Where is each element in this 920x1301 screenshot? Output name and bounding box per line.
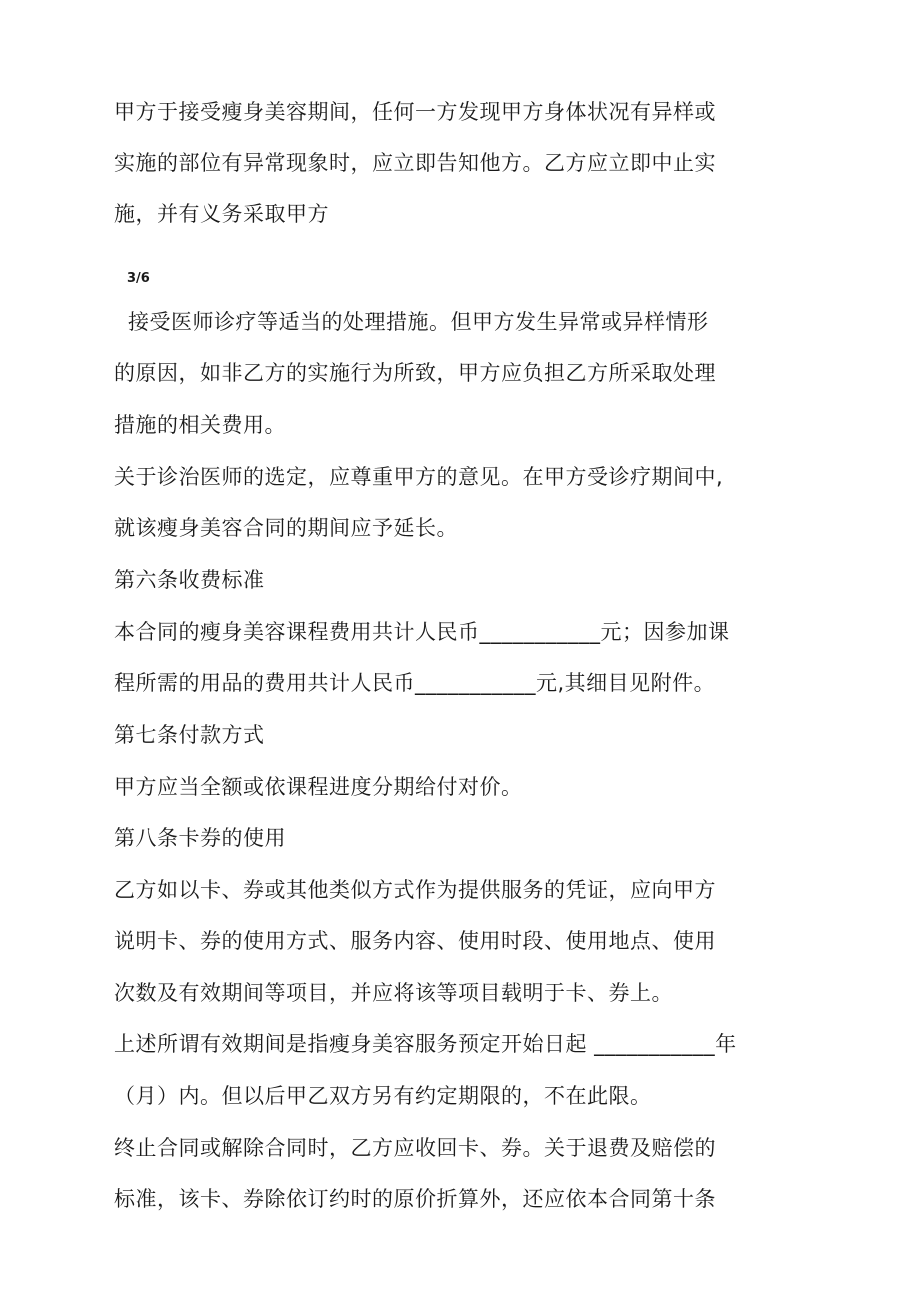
text-line: 的原因，如非乙方的实施行为所致，甲方应负担乙方所采取处理 [114, 361, 716, 385]
text-line: 程所需的用品的费用共计人民币___________元,其细目见附件。 [114, 671, 716, 695]
text-line: 实施的部位有异常现象时，应立即告知他方。乙方应立即中止实 [114, 151, 716, 175]
page-number: 3/6 [127, 271, 150, 286]
text-line: 施，并有义务采取甲方 [114, 202, 329, 226]
text-line: 关于诊治医师的选定，应尊重甲方的意见。在甲方受诊疗期间中, [114, 465, 724, 489]
section-heading: 第八条卡券的使用 [114, 826, 286, 850]
text-line: 甲方应当全额或依课程进度分期给付对价。 [114, 775, 523, 799]
text-line: 标准，该卡、券除依订约时的原价折算外，还应依本合同第十条 [114, 1187, 716, 1211]
section-heading: 第七条付款方式 [114, 723, 265, 747]
section-heading: 第六条收费标准 [114, 568, 265, 592]
text-line: 本合同的瘦身美容课程费用共计人民币___________元；因参加课 [114, 620, 730, 644]
text-line: 乙方如以卡、券或其他类似方式作为提供服务的凭证，应向甲方 [114, 878, 716, 902]
text-line: 上述所谓有效期间是指瘦身美容服务预定开始日起 ___________年 [114, 1032, 737, 1056]
text-line: 就该瘦身美容合同的期间应予延长。 [114, 516, 458, 540]
text-line: 接受医师诊疗等适当的处理措施。但甲方发生异常或异样情形 [128, 310, 709, 334]
text-line: 次数及有效期间等项目，并应将该等项目载明于卡、券上。 [114, 981, 673, 1005]
text-line: 说明卡、券的使用方式、服务内容、使用时段、使用地点、使用 [114, 929, 716, 953]
text-line: 措施的相关费用。 [114, 413, 286, 437]
text-line: 终止合同或解除合同时，乙方应收回卡、券。关于退费及赔偿的 [114, 1136, 716, 1160]
text-line: （月）内。但以后甲乙双方另有约定期限的，不在此限。 [114, 1084, 652, 1108]
text-line: 甲方于接受瘦身美容期间，任何一方发现甲方身体状况有异样或 [114, 100, 716, 124]
